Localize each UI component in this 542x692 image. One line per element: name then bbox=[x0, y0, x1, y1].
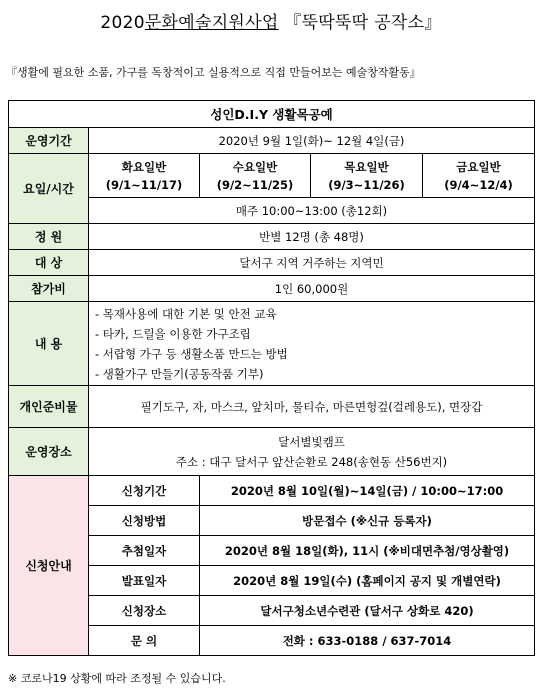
day-class-thu bbox=[311, 154, 423, 198]
program-table bbox=[8, 100, 535, 656]
venue-address: 주소 : 대구 달서구 앞산순환로 248(송현동 산56번지) bbox=[175, 454, 448, 469]
time-value: 매주 10:00~13:00 (총12회) bbox=[89, 198, 535, 224]
apply-row-value: 달서구청소년수련관 (달서구 상화로 420) bbox=[200, 596, 535, 626]
title-underlined: 문화예술지원사업 bbox=[144, 13, 279, 33]
supplies-label: 개인준비물 bbox=[9, 386, 89, 428]
apply-row-label: 신청방법 bbox=[89, 506, 200, 536]
apply-row-value: 2020년 8월 19일(수) (홈페이지 공지 및 개별연락) bbox=[200, 566, 535, 596]
supplies-value: 필기도구, 자, 마스크, 앞치마, 물티슈, 마른면헝겊(걸레용도), 면장갑 bbox=[89, 386, 535, 428]
day-class-wed bbox=[200, 154, 311, 198]
footnote: ※ 코로나19 상황에 따라 조정될 수 있습니다. bbox=[8, 672, 226, 685]
target-value: 달서구 지역 거주하는 지역민 bbox=[89, 250, 535, 276]
apply-row-label: 신청장소 bbox=[89, 596, 200, 626]
apply-row-label: 발표일자 bbox=[89, 566, 200, 596]
apply-row-label: 추첨일자 bbox=[89, 536, 200, 566]
day-class-tue bbox=[89, 154, 200, 198]
day-name: 수요일반 bbox=[232, 159, 278, 174]
day-dates: (9/2~11/25) bbox=[216, 177, 294, 192]
period-value: 2020년 9월 1일(화)~ 12월 4일(금) bbox=[89, 128, 535, 154]
content-item: - 생활가구 만들기(공동작품 기부) bbox=[95, 366, 264, 381]
day-name: 목요일반 bbox=[344, 159, 389, 174]
subtitle: 『생활에 필요한 소품, 가구를 독창적이고 실용적으로 직접 만들어보는 예술창작활동』 bbox=[6, 66, 421, 79]
capacity-label: 정 원 bbox=[9, 224, 89, 250]
schedule-label: 요일/시간 bbox=[9, 154, 89, 224]
content-item: - 서랍형 가구 등 생활소품 만드는 방법 bbox=[95, 346, 288, 361]
content-label: 내 용 bbox=[9, 302, 89, 386]
content-cell bbox=[89, 302, 535, 386]
apply-row-label: 신청기간 bbox=[89, 476, 200, 506]
day-dates: (9/4~12/4) bbox=[444, 177, 513, 192]
capacity-value: 반별 12명 (총 48명) bbox=[89, 224, 535, 250]
content-item: - 타카, 드릴을 이용한 가구조립 bbox=[95, 326, 251, 341]
title-program: 『뚝딱뚝딱 공작소』 bbox=[278, 13, 442, 33]
day-name: 화요일반 bbox=[121, 159, 167, 174]
target-label: 대 상 bbox=[9, 250, 89, 276]
program-name: 성인D.I.Y 생활목공예 bbox=[9, 101, 535, 128]
venue-label: 운영장소 bbox=[9, 428, 89, 476]
apply-row-value: 방문접수 (※신규 등록자) bbox=[200, 506, 535, 536]
day-class-fri bbox=[423, 154, 535, 198]
period-label: 운영기간 bbox=[9, 128, 89, 154]
apply-row-value: 2020년 8월 18일(화), 11시 (※비대면추첨/영상촬영) bbox=[200, 536, 535, 566]
title-year: 2020 bbox=[100, 13, 145, 33]
apply-row-value: 전화 : 633-0188 / 637-7014 bbox=[200, 626, 535, 656]
content-item: - 목재사용에 대한 기본 및 안전 교육 bbox=[95, 306, 277, 321]
apply-row-label: 문 의 bbox=[89, 626, 200, 656]
page-title bbox=[0, 8, 542, 33]
apply-row-value: 2020년 8월 10일(월)~14일(금) / 10:00~17:00 bbox=[200, 476, 535, 506]
day-name: 금요일반 bbox=[456, 159, 501, 174]
apply-label: 신청안내 bbox=[9, 476, 89, 656]
day-dates: (9/1~11/17) bbox=[105, 177, 183, 192]
fee-value: 1인 60,000원 bbox=[89, 276, 535, 302]
day-dates: (9/3~11/26) bbox=[328, 177, 405, 192]
content-list bbox=[89, 304, 534, 384]
venue-cell bbox=[89, 428, 535, 476]
venue-name: 달서별빛캠프 bbox=[278, 434, 345, 449]
fee-label: 참가비 bbox=[9, 276, 89, 302]
